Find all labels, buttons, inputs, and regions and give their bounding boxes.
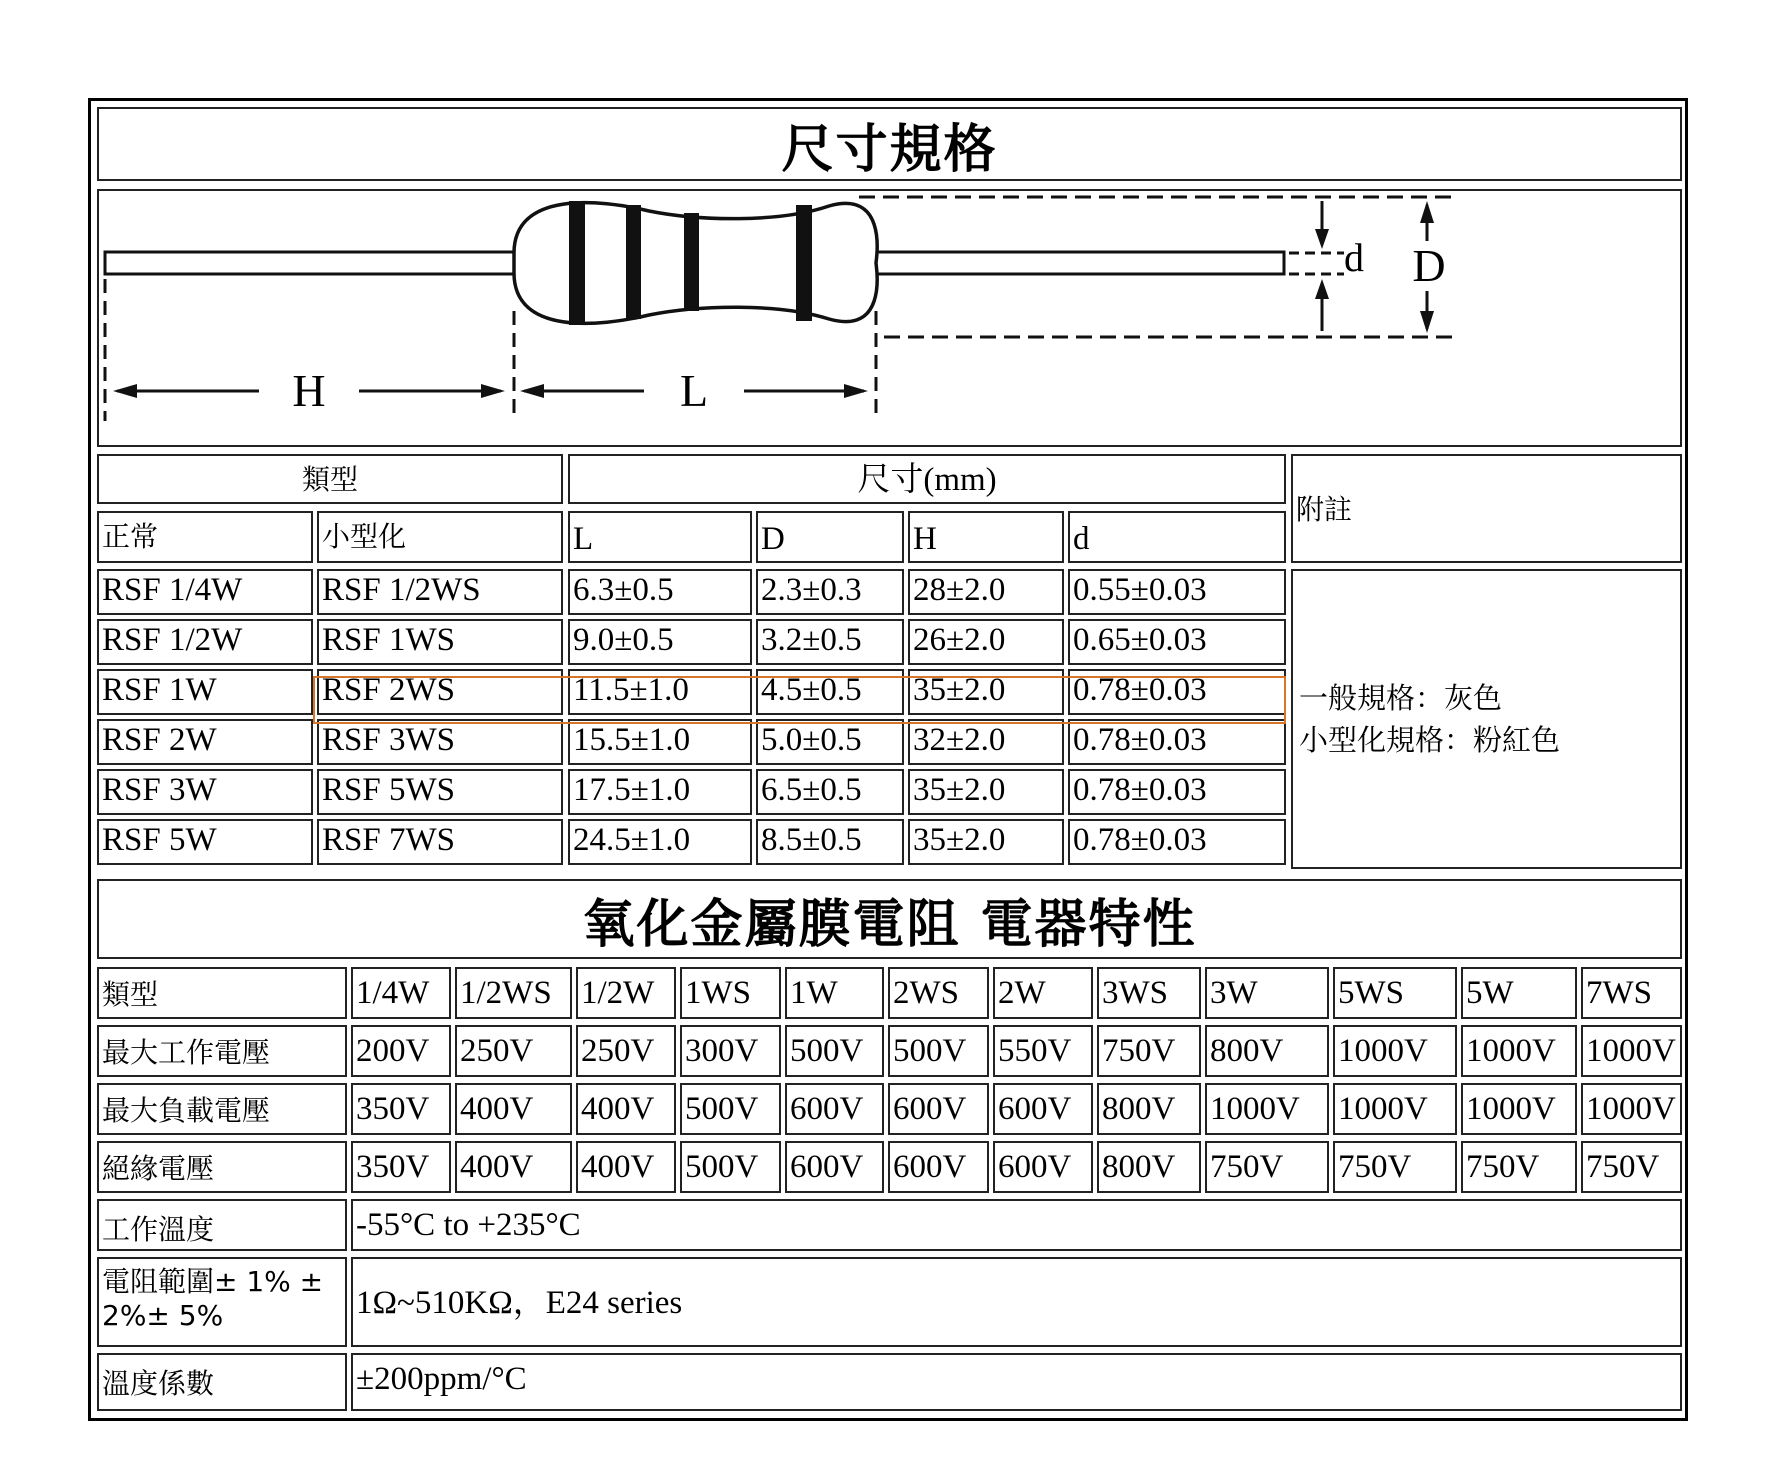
electrical-cell-r0-c9: 5WS (1333, 967, 1457, 1019)
electrical-cell-r3-c8: 750V (1205, 1141, 1329, 1193)
dimension-cell-r2-c3: 4.5±0.5 (756, 669, 904, 715)
electrical-cell-r3-c4: 600V (785, 1141, 884, 1193)
electrical-cell-r0-c8: 3W (1205, 967, 1329, 1019)
electrical-cell-r1-c11: 1000V (1581, 1025, 1682, 1077)
electrical-cell-r3-c9: 750V (1333, 1141, 1457, 1193)
dimension-cell-r5-c4: 35±2.0 (908, 819, 1064, 865)
electrical-cell-r1-c8: 800V (1205, 1025, 1329, 1077)
right-lead (876, 252, 1284, 274)
electrical-cell-r2-c9: 1000V (1333, 1083, 1457, 1135)
dimension-cell-r5-c3: 8.5±0.5 (756, 819, 904, 865)
dimension-cell-r3-c0: RSF 2W (97, 719, 313, 765)
h-arrowhead-right (481, 384, 505, 398)
electrical-cell-r0-c5: 2WS (888, 967, 989, 1019)
dimension-cell-r0-c0: RSF 1/4W (97, 569, 313, 615)
span-value-0: -55°C to +235°C (351, 1199, 1682, 1251)
dimension-cell-r4-c2: 17.5±1.0 (568, 769, 752, 815)
d-label: d (1344, 235, 1364, 280)
electrical-cell-r1-c6: 550V (993, 1025, 1093, 1077)
dimension-cell-r1-c5: 0.65±0.03 (1068, 619, 1286, 665)
l-label: L (679, 365, 709, 416)
dimension-cell-r3-c5: 0.78±0.03 (1068, 719, 1286, 765)
electrical-cell-r3-c10: 750V (1461, 1141, 1577, 1193)
dimension-subheader-4: H (908, 511, 1064, 563)
big-d-label: D (1412, 240, 1446, 291)
electrical-cell-r0-c7: 3WS (1097, 967, 1201, 1019)
electrical-cell-r0-c3: 1WS (680, 967, 781, 1019)
dimension-cell-r3-c3: 5.0±0.5 (756, 719, 904, 765)
electrical-label-1: 最大工作電壓 (97, 1025, 347, 1077)
span-label-1: 電阻範圍± 1% ± 2%± 5% (97, 1257, 347, 1347)
dimension-cell-r4-c1: RSF 5WS (317, 769, 563, 815)
dimension-cell-r0-c1: RSF 1/2WS (317, 569, 563, 615)
l-arrowhead-left (520, 384, 544, 398)
electrical-cell-r3-c7: 800V (1097, 1141, 1201, 1193)
electrical-cell-r2-c0: 350V (351, 1083, 451, 1135)
dimension-cell-r0-c5: 0.55±0.03 (1068, 569, 1286, 615)
electrical-cell-r1-c4: 500V (785, 1025, 884, 1077)
highlighted-row-outline (313, 676, 1286, 724)
spec-sheet (88, 98, 1688, 1421)
dimension-cell-r1-c0: RSF 1/2W (97, 619, 313, 665)
electrical-cell-r1-c9: 1000V (1333, 1025, 1457, 1077)
dimension-cell-r1-c2: 9.0±0.5 (568, 619, 752, 665)
dimension-cell-r2-c1: RSF 2WS (317, 669, 563, 715)
dimension-cell-r4-c0: RSF 3W (97, 769, 313, 815)
dimension-subheader-1: 小型化 (317, 511, 563, 563)
big-d-arrowhead-top (1420, 201, 1434, 223)
electrical-cell-r2-c1: 400V (455, 1083, 572, 1135)
dimension-cell-r2-c5: 0.78±0.03 (1068, 669, 1286, 715)
dimension-cell-r1-c4: 26±2.0 (908, 619, 1064, 665)
electrical-cell-r1-c10: 1000V (1461, 1025, 1577, 1077)
electrical-cell-r1-c2: 250V (576, 1025, 676, 1077)
electrical-cell-r0-c10: 5W (1461, 967, 1577, 1019)
electrical-label-0: 類型 (97, 967, 347, 1019)
dimension-cell-r1-c3: 3.2±0.5 (756, 619, 904, 665)
remarks-header: 附註 (1291, 454, 1682, 563)
dimension-subheader-5: d (1068, 511, 1286, 563)
dimension-cell-r3-c1: RSF 3WS (317, 719, 563, 765)
span-label-0: 工作溫度 (97, 1199, 347, 1251)
color-band-3 (684, 213, 699, 311)
dimension-cell-r3-c2: 15.5±1.0 (568, 719, 752, 765)
electrical-cell-r3-c3: 500V (680, 1141, 781, 1193)
electrical-cell-r3-c2: 400V (576, 1141, 676, 1193)
span-label-2: 溫度係數 (97, 1353, 347, 1411)
electrical-cell-r1-c3: 300V (680, 1025, 781, 1077)
span-value-2: ±200ppm/°C (351, 1353, 1682, 1411)
electrical-cell-r3-c11: 750V (1581, 1141, 1682, 1193)
dimension-section-title: 尺寸規格 (97, 107, 1682, 181)
color-band-1 (569, 201, 585, 325)
dimensions-group-header: 尺寸(mm) (568, 454, 1286, 504)
electrical-cell-r0-c11: 7WS (1581, 967, 1682, 1019)
electrical-cell-r0-c1: 1/2WS (455, 967, 572, 1019)
electrical-label-3: 絕緣電壓 (97, 1141, 347, 1193)
h-label: H (292, 365, 326, 416)
electrical-cell-r2-c10: 1000V (1461, 1083, 1577, 1135)
electrical-cell-r3-c6: 600V (993, 1141, 1093, 1193)
big-d-arrowhead-bottom (1420, 311, 1434, 333)
electrical-cell-r2-c7: 800V (1097, 1083, 1201, 1135)
dimension-cell-r2-c0: RSF 1W (97, 669, 313, 715)
resistor-diagram-panel (97, 189, 1682, 447)
electrical-label-2: 最大負載電壓 (97, 1083, 347, 1135)
electrical-cell-r0-c6: 2W (993, 967, 1093, 1019)
color-band-2 (626, 205, 641, 319)
electrical-cell-r2-c4: 600V (785, 1083, 884, 1135)
electrical-cell-r2-c11: 1000V (1581, 1083, 1682, 1135)
dimension-cell-r3-c4: 32±2.0 (908, 719, 1064, 765)
dimension-cell-r5-c1: RSF 7WS (317, 819, 563, 865)
electrical-section-title: 氧化金屬膜電阻 電器特性 (97, 879, 1682, 959)
remarks-line-normal: 一般規格：灰色 (1299, 681, 1503, 715)
electrical-cell-r0-c2: 1/2W (576, 967, 676, 1019)
dimension-cell-r4-c5: 0.78±0.03 (1068, 769, 1286, 815)
remarks-line-mini: 小型化規格：粉紅色 (1299, 723, 1561, 758)
color-band-4 (796, 205, 812, 321)
electrical-cell-r0-c0: 1/4W (351, 967, 451, 1019)
dimension-cell-r1-c1: RSF 1WS (317, 619, 563, 665)
dimension-cell-r2-c4: 35±2.0 (908, 669, 1064, 715)
electrical-cell-r2-c6: 600V (993, 1083, 1093, 1135)
span-value-1: 1Ω~510KΩ，E24 series (351, 1257, 1682, 1347)
d-arrowhead-bottom (1315, 279, 1329, 299)
resistor-dimension-diagram (99, 191, 1680, 445)
dimension-subheader-3: D (756, 511, 904, 563)
electrical-cell-r3-c1: 400V (455, 1141, 572, 1193)
dimension-cell-r4-c4: 35±2.0 (908, 769, 1064, 815)
electrical-cell-r1-c0: 200V (351, 1025, 451, 1077)
dimension-cell-r0-c2: 6.3±0.5 (568, 569, 752, 615)
electrical-cell-r2-c8: 1000V (1205, 1083, 1329, 1135)
dimension-cell-r4-c3: 6.5±0.5 (756, 769, 904, 815)
remarks-cell (1291, 569, 1682, 869)
d-arrowhead-top (1315, 229, 1329, 249)
electrical-cell-r3-c0: 350V (351, 1141, 451, 1193)
electrical-cell-r1-c1: 250V (455, 1025, 572, 1077)
dimension-cell-r2-c2: 11.5±1.0 (568, 669, 752, 715)
l-arrowhead-right (844, 384, 868, 398)
electrical-cell-r2-c5: 600V (888, 1083, 989, 1135)
dimension-subheader-2: L (568, 511, 752, 563)
dimension-cell-r5-c2: 24.5±1.0 (568, 819, 752, 865)
dimension-cell-r0-c4: 28±2.0 (908, 569, 1064, 615)
electrical-cell-r2-c3: 500V (680, 1083, 781, 1135)
type-group-header: 類型 (97, 454, 563, 504)
h-arrowhead-left (113, 384, 137, 398)
dimension-cell-r5-c0: RSF 5W (97, 819, 313, 865)
left-lead (105, 252, 514, 274)
electrical-cell-r1-c7: 750V (1097, 1025, 1201, 1077)
dimension-cell-r5-c5: 0.78±0.03 (1068, 819, 1286, 865)
electrical-cell-r2-c2: 400V (576, 1083, 676, 1135)
dimension-subheader-0: 正常 (97, 511, 313, 563)
electrical-cell-r1-c5: 500V (888, 1025, 989, 1077)
electrical-cell-r3-c5: 600V (888, 1141, 989, 1193)
dimension-cell-r0-c3: 2.3±0.3 (756, 569, 904, 615)
electrical-cell-r0-c4: 1W (785, 967, 884, 1019)
